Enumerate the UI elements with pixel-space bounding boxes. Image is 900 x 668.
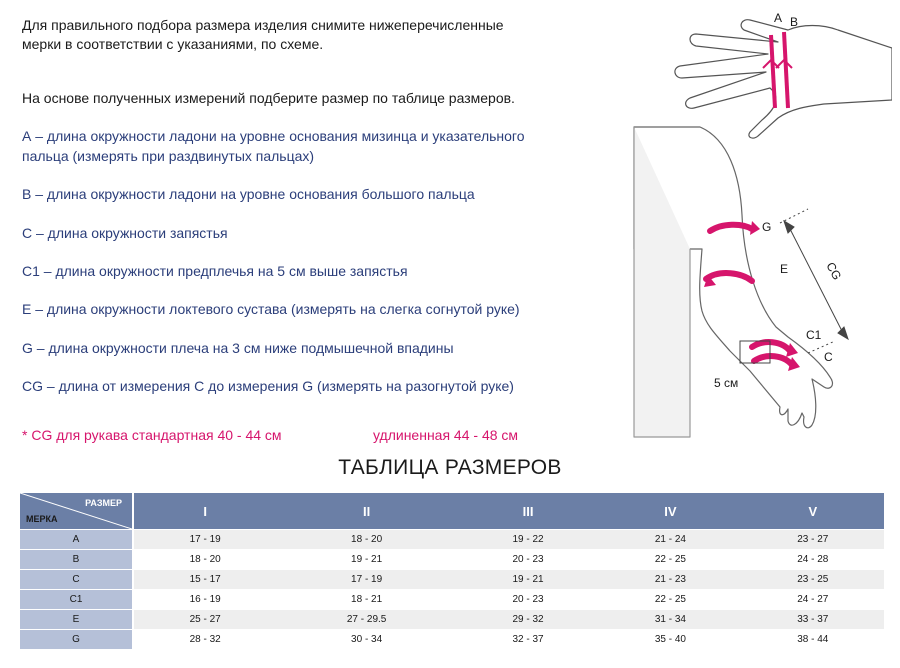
table-cell: 15 - 17 [134,570,276,589]
label-e: E [780,262,789,276]
table-cell: 23 - 27 [742,530,884,549]
table-title: ТАБЛИЦА РАЗМЕРОВ [338,456,562,479]
table-row [20,610,884,629]
row-label: E [20,610,132,629]
table-row [20,550,884,569]
table-cell: 19 - 22 [457,530,599,549]
table-cell: 33 - 37 [742,610,884,629]
table-header-row [20,493,884,529]
table-cell: 32 - 37 [457,630,599,649]
table-cell: 22 - 25 [599,590,741,609]
intro-line-1: Для правильного подбора размера изделия снимите нижеперечисленные [22,17,504,33]
corner-measure-label: МЕРКА [26,514,58,524]
measure-b: В – длина окружности ладони на уровне основания большого пальца [22,186,475,202]
label-cg: CG [823,259,845,283]
table-cell: 20 - 23 [457,590,599,609]
table-cell: 18 - 21 [276,590,457,609]
table-cell: 20 - 23 [457,550,599,569]
row-label: A [20,530,132,549]
arm-illustration [630,125,880,443]
corner-size-label: РАЗМЕР [85,498,122,508]
size-header: III [457,493,599,529]
table-cell: 29 - 32 [457,610,599,629]
table-cell: 21 - 24 [599,530,741,549]
measure-c: С – длина окружности запястья [22,225,228,241]
intro-line-2: мерки в соответствии с указаниями, по схеме. [22,36,324,52]
table-cell: 24 - 28 [742,550,884,569]
measure-e: Е – длина окружности локтевого сустава (измерять на слегка согнутой руке) [22,301,520,317]
label-c1: C1 [806,328,822,342]
table-row [20,590,884,609]
table-cell: 25 - 27 [134,610,276,629]
table-cell: 35 - 40 [599,630,741,649]
table-cell: 19 - 21 [276,550,457,569]
table-cell: 19 - 21 [457,570,599,589]
table-row [20,530,884,549]
table-cell: 24 - 27 [742,590,884,609]
measure-a-line-1: А – длина окружности ладони на уровне основания мизинца и указательного [22,128,525,144]
intro-line-3: На основе полученных измерений подберите размер по таблице размеров. [22,90,515,106]
measure-a-line-2: пальца (измерять при раздвинутых пальцах) [22,148,315,164]
measure-cg: CG – длина от измерения С до измерения G (измерять на разогнутой руке) [22,378,514,394]
label-g: G [762,220,772,234]
row-label: G [20,630,132,649]
table-cell: 28 - 32 [134,630,276,649]
table-row [20,630,884,649]
label-5cm: 5 см [714,376,739,390]
size-header: II [276,493,457,529]
measure-g: G – длина окружности плеча на 3 см ниже подмышечной впадины [22,340,454,356]
size-header: I [134,493,276,529]
table-cell: 22 - 25 [599,550,741,569]
table-cell: 38 - 44 [742,630,884,649]
table-cell: 17 - 19 [134,530,276,549]
row-label: C1 [20,590,132,609]
size-header: IV [599,493,741,529]
row-label: B [20,550,132,569]
table-cell: 27 - 29.5 [276,610,457,629]
label-a: A [774,11,783,25]
table-cell: 30 - 34 [276,630,457,649]
row-label: C [20,570,132,589]
table-cell: 21 - 23 [599,570,741,589]
label-c: C [824,350,833,364]
table-cell: 31 - 34 [599,610,741,629]
label-b: B [790,15,799,29]
table-cell: 16 - 19 [134,590,276,609]
table-row [20,570,884,589]
table-cell: 23 - 25 [742,570,884,589]
table-cell: 17 - 19 [276,570,457,589]
sleeve-note-standard: * CG для рукава стандартная 40 - 44 см [22,427,282,443]
size-header: V [742,493,884,529]
table-corner-cell [20,493,132,529]
hand-illustration [670,8,892,140]
table-cell: 18 - 20 [276,530,457,549]
sleeve-note-long: удлиненная 44 - 48 см [373,427,519,443]
table-cell: 18 - 20 [134,550,276,569]
measure-c1: С1 – длина окружности предплечья на 5 см выше запястья [22,263,408,279]
size-table [20,492,884,650]
